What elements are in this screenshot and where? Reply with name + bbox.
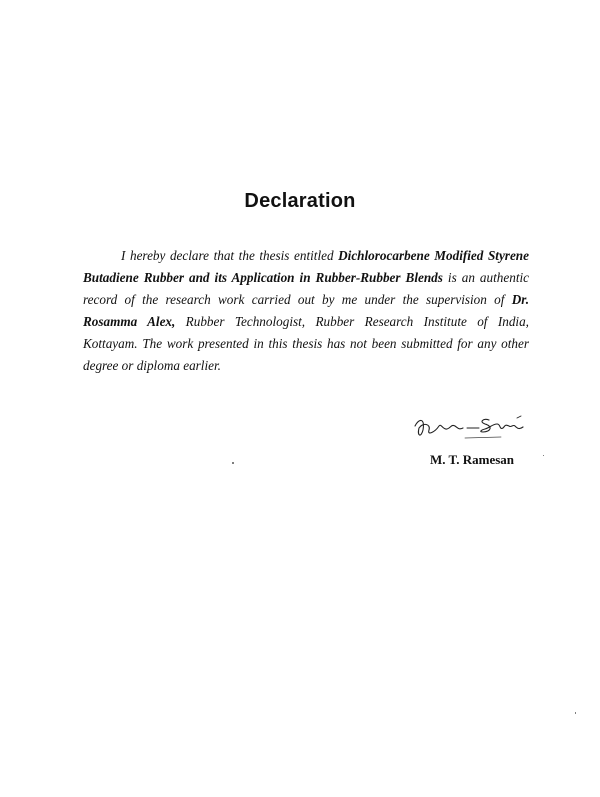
paragraph-intro: I hereby declare that the thesis entitled — [121, 248, 339, 263]
author-name: M. T. Ramesan — [430, 452, 515, 467]
thesis-title: Dichlorocarbene Modified Styrene Butadiene Rubber and its Application in Rubber-Rubber Blends — [83, 248, 529, 285]
scan-speck — [232, 462, 234, 464]
declaration-paragraph — [83, 245, 529, 377]
scan-speck — [543, 455, 544, 456]
paragraph-middle: is an authentic record of the research work carried out by me under the supervision of — [83, 270, 529, 307]
handwritten-signature — [405, 410, 535, 444]
supervisor-affiliation: Rubber Technologist, Rubber Research Institute of India, Kottayam. — [83, 314, 529, 351]
supervisor-name: Dr. Rosamma Alex, — [83, 292, 529, 329]
scan-speck — [575, 712, 576, 714]
paragraph-closing: The work presented in this thesis has not been submitted for any other degree or diploma earlier. — [83, 336, 529, 373]
page-title: Declaration — [244, 190, 356, 212]
